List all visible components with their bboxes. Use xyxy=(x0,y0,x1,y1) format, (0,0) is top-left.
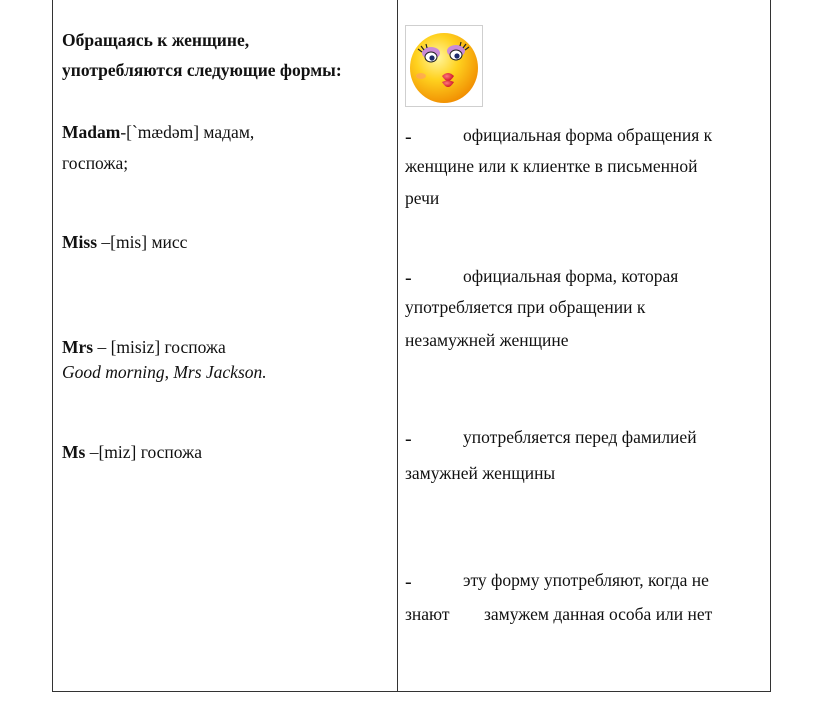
item3-line-2: замужней женщины xyxy=(405,463,556,483)
bullet-dash-4: - xyxy=(405,571,412,593)
miss-entry xyxy=(62,234,187,252)
item1-line-3: речи xyxy=(405,188,440,208)
madam-term: Madam xyxy=(62,122,121,142)
ms-entry xyxy=(62,444,202,462)
item2-line-3: незамужней женщине xyxy=(405,330,569,350)
bullet-dash-2: - xyxy=(405,267,412,289)
mrs-example: Good morning, Mrs Jackson. xyxy=(62,362,267,382)
item1-line-1: официальная форма обращения к xyxy=(463,125,713,145)
mrs-definition: – [misiz] госпожа xyxy=(93,337,226,357)
miss-definition: –[mis] мисс xyxy=(97,232,188,252)
heading-line-2: употребляются следующие формы: xyxy=(62,60,342,80)
kissing-woman-emoji-icon xyxy=(405,25,483,107)
ms-term: Ms xyxy=(62,442,86,462)
item2-line-2: употребляется при обращении к xyxy=(405,297,646,317)
item1-line-2: женщине или к клиентке в письменной xyxy=(405,156,698,176)
item3-line-1: употребляется перед фамилией xyxy=(463,427,697,447)
item4-line-2b: замужем данная особа или нет xyxy=(484,604,713,624)
mrs-entry xyxy=(62,339,226,357)
madam-definition-cont: госпожа; xyxy=(62,153,129,173)
bullet-dash-1: - xyxy=(405,126,412,148)
mrs-term: Mrs xyxy=(62,337,94,357)
heading-line-1: Обращаясь к женщине, xyxy=(62,30,250,50)
item2-line-1: официальная форма, которая xyxy=(463,266,679,286)
ms-definition: –[miz] госпожа xyxy=(85,442,202,462)
item4-line-1: эту форму употребляют, когда не xyxy=(463,570,709,590)
column-divider xyxy=(397,0,398,692)
madam-definition: -[`mædəm] мадам, xyxy=(120,122,255,142)
madam-entry xyxy=(62,124,254,142)
miss-term: Miss xyxy=(62,232,97,252)
bullet-dash-3: - xyxy=(405,428,412,450)
item4-line-2a: знают xyxy=(405,604,450,624)
